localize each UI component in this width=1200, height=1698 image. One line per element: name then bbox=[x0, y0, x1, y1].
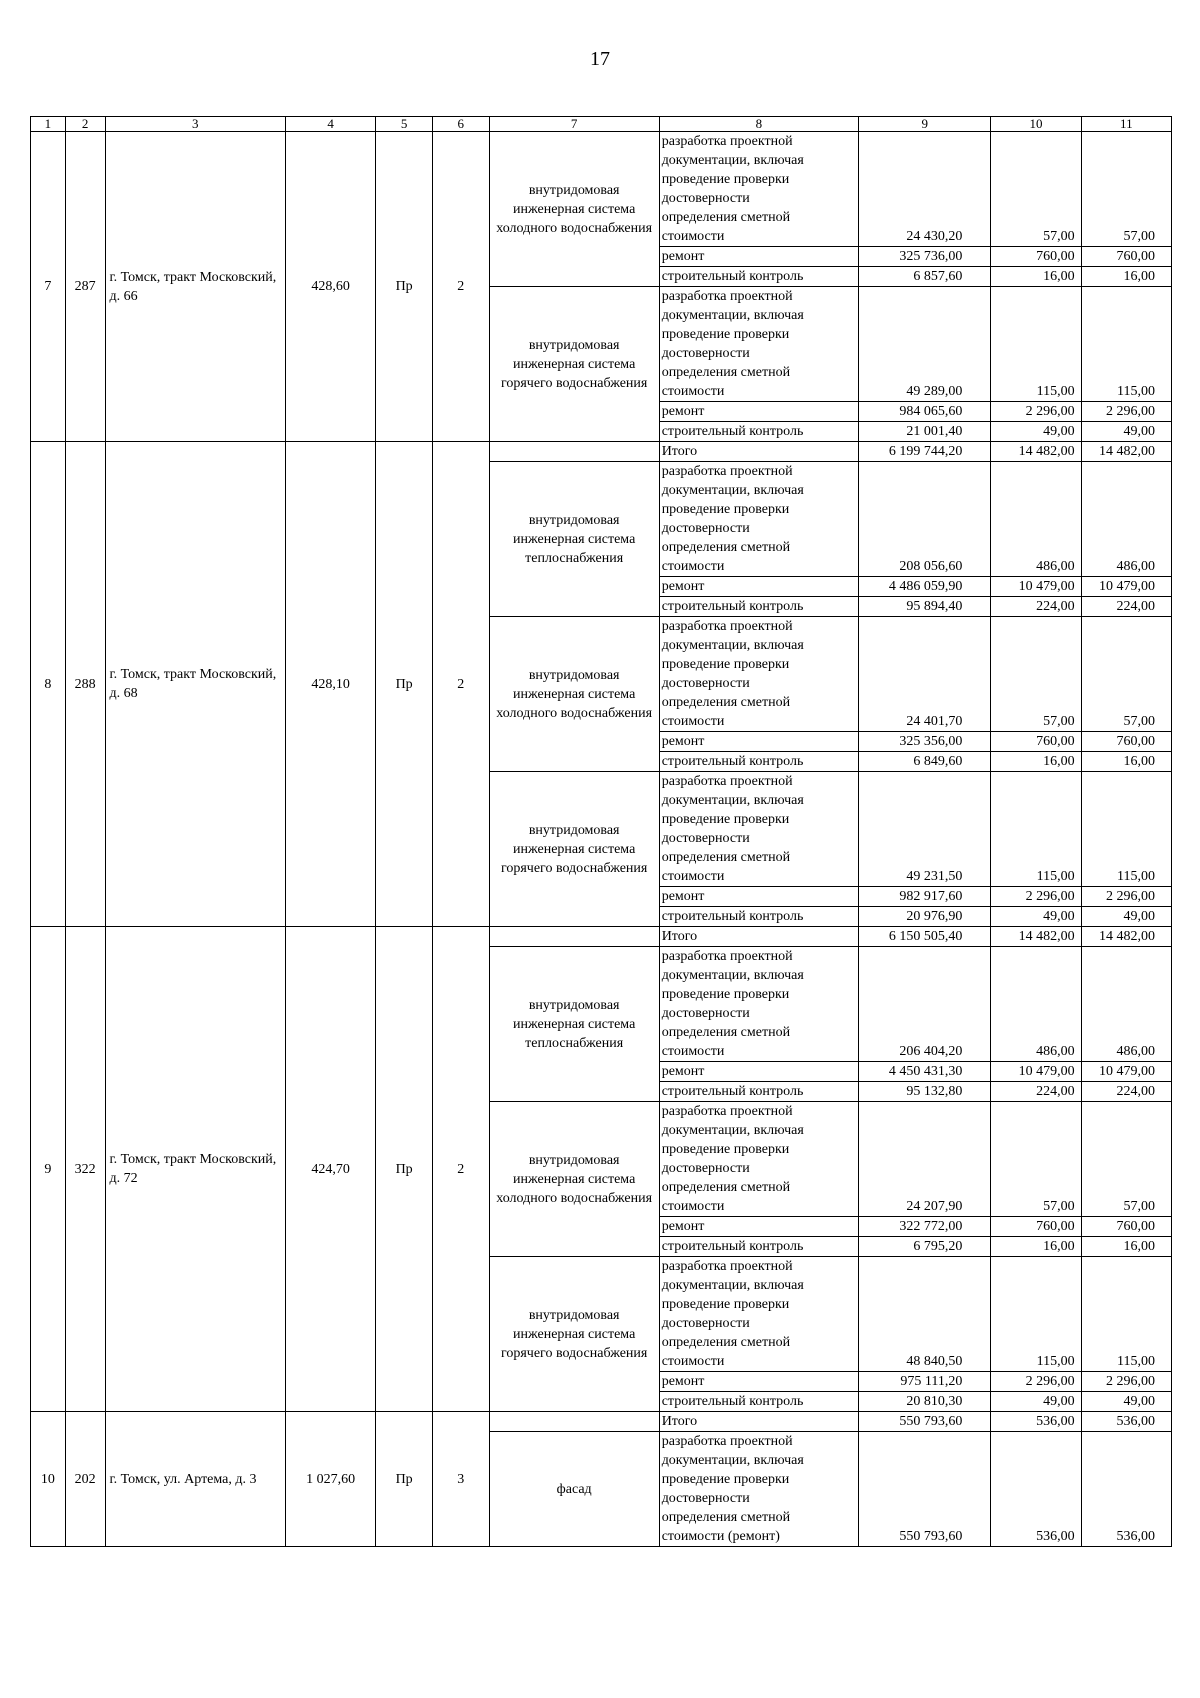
cost-cell: 325 736,00 bbox=[859, 247, 991, 267]
cost-cell: 95 132,80 bbox=[859, 1082, 991, 1102]
cost-cell: 20 976,90 bbox=[859, 907, 991, 927]
cost-cell: 4 486 059,90 bbox=[859, 577, 991, 597]
repair-works-table bbox=[30, 116, 1172, 1547]
total-label: Итого bbox=[659, 1412, 858, 1432]
value-11-cell: 49,00 bbox=[1081, 422, 1171, 442]
work-type-cell: разработка проектной документации, включая проведение проверки достоверности определения сметной стоимости bbox=[659, 1257, 858, 1372]
floors-cell: 3 bbox=[432, 1412, 489, 1547]
total-row bbox=[31, 927, 1172, 947]
value-10-cell: 224,00 bbox=[991, 1082, 1081, 1102]
cost-cell: 206 404,20 bbox=[859, 947, 991, 1062]
work-type-cell: ремонт bbox=[659, 1217, 858, 1237]
value-11-cell: 486,00 bbox=[1081, 947, 1171, 1062]
row-number-cell: 8 bbox=[31, 442, 66, 927]
work-type-cell: строительный контроль bbox=[659, 752, 858, 772]
work-type-cell: строительный контроль bbox=[659, 597, 858, 617]
total-cost: 6 150 505,40 bbox=[859, 927, 991, 947]
work-type-cell: ремонт bbox=[659, 402, 858, 422]
value-11-cell: 57,00 bbox=[1081, 132, 1171, 247]
work-type-cell: ремонт bbox=[659, 1372, 858, 1392]
page-number: 17 bbox=[590, 48, 610, 70]
work-type-cell: разработка проектной документации, включая проведение проверки достоверности определения сметной стоимости bbox=[659, 1102, 858, 1217]
area-cell: 428,10 bbox=[286, 442, 376, 927]
total-value-10: 536,00 bbox=[991, 1412, 1081, 1432]
work-type-cell: разработка проектной документации, включая проведение проверки достоверности определения сметной стоимости bbox=[659, 617, 858, 732]
value-10-cell: 10 479,00 bbox=[991, 1062, 1081, 1082]
value-10-cell: 115,00 bbox=[991, 287, 1081, 402]
work-type-cell: ремонт bbox=[659, 247, 858, 267]
column-number-row bbox=[31, 117, 1172, 132]
value-11-cell: 2 296,00 bbox=[1081, 402, 1171, 422]
value-11-cell: 16,00 bbox=[1081, 752, 1171, 772]
floors-cell: 2 bbox=[432, 927, 489, 1412]
address-cell: г. Томск, ул. Артема, д. 3 bbox=[105, 1412, 286, 1547]
value-11-cell: 486,00 bbox=[1081, 462, 1171, 577]
system-cell: фасад bbox=[489, 1432, 659, 1547]
value-10-cell: 10 479,00 bbox=[991, 577, 1081, 597]
row-number-cell: 9 bbox=[31, 927, 66, 1412]
column-number-cell: 11 bbox=[1081, 117, 1171, 132]
work-type-cell: разработка проектной документации, включая проведение проверки достоверности определения сметной стоимости bbox=[659, 772, 858, 887]
value-11-cell: 760,00 bbox=[1081, 1217, 1171, 1237]
work-type-cell: разработка проектной документации, включая проведение проверки достоверности определения сметной стоимости bbox=[659, 132, 858, 247]
column-number-cell: 10 bbox=[991, 117, 1081, 132]
cost-cell: 49 231,50 bbox=[859, 772, 991, 887]
floors-cell: 2 bbox=[432, 442, 489, 927]
total-system-cell bbox=[489, 927, 659, 947]
address-cell: г. Томск, тракт Московский, д. 68 bbox=[105, 442, 286, 927]
value-11-cell: 49,00 bbox=[1081, 907, 1171, 927]
value-10-cell: 2 296,00 bbox=[991, 1372, 1081, 1392]
total-label: Итого bbox=[659, 442, 858, 462]
system-cell: внутридомовая инженерная система горячего водоснабжения bbox=[489, 772, 659, 927]
cost-cell: 95 894,40 bbox=[859, 597, 991, 617]
work-type-cell: ремонт bbox=[659, 887, 858, 907]
cost-cell: 24 430,20 bbox=[859, 132, 991, 247]
total-label: Итого bbox=[659, 927, 858, 947]
system-cell: внутридомовая инженерная система теплоснабжения bbox=[489, 947, 659, 1102]
column-number-cell: 7 bbox=[489, 117, 659, 132]
column-number-cell: 1 bbox=[31, 117, 66, 132]
value-10-cell: 16,00 bbox=[991, 752, 1081, 772]
column-number-cell: 3 bbox=[105, 117, 286, 132]
type-cell: Пр bbox=[376, 132, 433, 442]
work-type-cell: разработка проектной документации, включая проведение проверки достоверности определения сметной стоимости (ремонт) bbox=[659, 1432, 858, 1547]
row-number-cell: 7 bbox=[31, 132, 66, 442]
value-11-cell: 57,00 bbox=[1081, 1102, 1171, 1217]
value-10-cell: 49,00 bbox=[991, 1392, 1081, 1412]
value-11-cell: 2 296,00 bbox=[1081, 1372, 1171, 1392]
house-code-cell: 202 bbox=[65, 1412, 105, 1547]
value-11-cell: 10 479,00 bbox=[1081, 1062, 1171, 1082]
cost-cell: 984 065,60 bbox=[859, 402, 991, 422]
value-10-cell: 536,00 bbox=[991, 1432, 1081, 1547]
system-cell: внутридомовая инженерная система холодного водоснабжения bbox=[489, 1102, 659, 1257]
value-10-cell: 49,00 bbox=[991, 907, 1081, 927]
value-10-cell: 486,00 bbox=[991, 462, 1081, 577]
value-11-cell: 760,00 bbox=[1081, 247, 1171, 267]
total-value-11: 536,00 bbox=[1081, 1412, 1171, 1432]
area-cell: 1 027,60 bbox=[286, 1412, 376, 1547]
total-value-11: 14 482,00 bbox=[1081, 442, 1171, 462]
cost-cell: 322 772,00 bbox=[859, 1217, 991, 1237]
work-type-cell: ремонт bbox=[659, 1062, 858, 1082]
cost-cell: 6 795,20 bbox=[859, 1237, 991, 1257]
column-number-cell: 4 bbox=[286, 117, 376, 132]
house-code-cell: 322 bbox=[65, 927, 105, 1412]
cost-cell: 6 849,60 bbox=[859, 752, 991, 772]
value-11-cell: 2 296,00 bbox=[1081, 887, 1171, 907]
column-number-cell: 9 bbox=[859, 117, 991, 132]
value-11-cell: 224,00 bbox=[1081, 597, 1171, 617]
value-11-cell: 57,00 bbox=[1081, 617, 1171, 732]
value-10-cell: 49,00 bbox=[991, 422, 1081, 442]
value-10-cell: 57,00 bbox=[991, 1102, 1081, 1217]
work-type-cell: строительный контроль bbox=[659, 1082, 858, 1102]
house-code-cell: 287 bbox=[65, 132, 105, 442]
value-11-cell: 49,00 bbox=[1081, 1392, 1171, 1412]
area-cell: 428,60 bbox=[286, 132, 376, 442]
cost-cell: 49 289,00 bbox=[859, 287, 991, 402]
work-type-cell: разработка проектной документации, включая проведение проверки достоверности определения сметной стоимости bbox=[659, 947, 858, 1062]
total-value-10: 14 482,00 bbox=[991, 927, 1081, 947]
value-11-cell: 16,00 bbox=[1081, 267, 1171, 287]
value-11-cell: 224,00 bbox=[1081, 1082, 1171, 1102]
cost-cell: 208 056,60 bbox=[859, 462, 991, 577]
area-cell: 424,70 bbox=[286, 927, 376, 1412]
work-type-cell: строительный контроль bbox=[659, 1237, 858, 1257]
value-10-cell: 486,00 bbox=[991, 947, 1081, 1062]
work-type-cell: строительный контроль bbox=[659, 907, 858, 927]
total-cost: 550 793,60 bbox=[859, 1412, 991, 1432]
column-number-cell: 8 bbox=[659, 117, 858, 132]
type-cell: Пр bbox=[376, 927, 433, 1412]
value-11-cell: 16,00 bbox=[1081, 1237, 1171, 1257]
floors-cell: 2 bbox=[432, 132, 489, 442]
total-value-11: 14 482,00 bbox=[1081, 927, 1171, 947]
row-number-cell: 10 bbox=[31, 1412, 66, 1547]
total-cost: 6 199 744,20 bbox=[859, 442, 991, 462]
work-type-cell: разработка проектной документации, включая проведение проверки достоверности определения сметной стоимости bbox=[659, 462, 858, 577]
total-system-cell bbox=[489, 1412, 659, 1432]
system-cell: внутридомовая инженерная система холодного водоснабжения bbox=[489, 617, 659, 772]
value-10-cell: 16,00 bbox=[991, 267, 1081, 287]
value-11-cell: 536,00 bbox=[1081, 1432, 1171, 1547]
cost-cell: 325 356,00 bbox=[859, 732, 991, 752]
value-11-cell: 10 479,00 bbox=[1081, 577, 1171, 597]
value-10-cell: 57,00 bbox=[991, 617, 1081, 732]
work-type-cell: строительный контроль bbox=[659, 267, 858, 287]
total-system-cell bbox=[489, 442, 659, 462]
type-cell: Пр bbox=[376, 442, 433, 927]
cost-cell: 982 917,60 bbox=[859, 887, 991, 907]
value-10-cell: 760,00 bbox=[991, 247, 1081, 267]
system-cell: внутридомовая инженерная система теплоснабжения bbox=[489, 462, 659, 617]
column-number-cell: 5 bbox=[376, 117, 433, 132]
work-line-row bbox=[31, 132, 1172, 247]
value-11-cell: 115,00 bbox=[1081, 1257, 1171, 1372]
cost-cell: 21 001,40 bbox=[859, 422, 991, 442]
work-type-cell: ремонт bbox=[659, 732, 858, 752]
value-10-cell: 2 296,00 bbox=[991, 402, 1081, 422]
cost-cell: 48 840,50 bbox=[859, 1257, 991, 1372]
cost-cell: 24 207,90 bbox=[859, 1102, 991, 1217]
cost-cell: 6 857,60 bbox=[859, 267, 991, 287]
value-10-cell: 224,00 bbox=[991, 597, 1081, 617]
system-cell: внутридомовая инженерная система горячего водоснабжения bbox=[489, 1257, 659, 1412]
address-cell: г. Томск, тракт Московский, д. 72 bbox=[105, 927, 286, 1412]
cost-cell: 20 810,30 bbox=[859, 1392, 991, 1412]
total-value-10: 14 482,00 bbox=[991, 442, 1081, 462]
column-number-cell: 6 bbox=[432, 117, 489, 132]
system-cell: внутридомовая инженерная система горячего водоснабжения bbox=[489, 287, 659, 442]
work-type-cell: ремонт bbox=[659, 577, 858, 597]
value-10-cell: 2 296,00 bbox=[991, 887, 1081, 907]
value-11-cell: 760,00 bbox=[1081, 732, 1171, 752]
work-type-cell: строительный контроль bbox=[659, 422, 858, 442]
total-row bbox=[31, 442, 1172, 462]
cost-cell: 24 401,70 bbox=[859, 617, 991, 732]
total-row bbox=[31, 1412, 1172, 1432]
work-type-cell: разработка проектной документации, включая проведение проверки достоверности определения сметной стоимости bbox=[659, 287, 858, 402]
system-cell: внутридомовая инженерная система холодного водоснабжения bbox=[489, 132, 659, 287]
work-type-cell: строительный контроль bbox=[659, 1392, 858, 1412]
value-10-cell: 57,00 bbox=[991, 132, 1081, 247]
column-number-cell: 2 bbox=[65, 117, 105, 132]
address-cell: г. Томск, тракт Московский, д. 66 bbox=[105, 132, 286, 442]
house-code-cell: 288 bbox=[65, 442, 105, 927]
value-10-cell: 760,00 bbox=[991, 732, 1081, 752]
value-11-cell: 115,00 bbox=[1081, 772, 1171, 887]
value-10-cell: 760,00 bbox=[991, 1217, 1081, 1237]
cost-cell: 550 793,60 bbox=[859, 1432, 991, 1547]
value-10-cell: 115,00 bbox=[991, 772, 1081, 887]
type-cell: Пр bbox=[376, 1412, 433, 1547]
cost-cell: 4 450 431,30 bbox=[859, 1062, 991, 1082]
value-10-cell: 115,00 bbox=[991, 1257, 1081, 1372]
cost-cell: 975 111,20 bbox=[859, 1372, 991, 1392]
value-10-cell: 16,00 bbox=[991, 1237, 1081, 1257]
value-11-cell: 115,00 bbox=[1081, 287, 1171, 402]
